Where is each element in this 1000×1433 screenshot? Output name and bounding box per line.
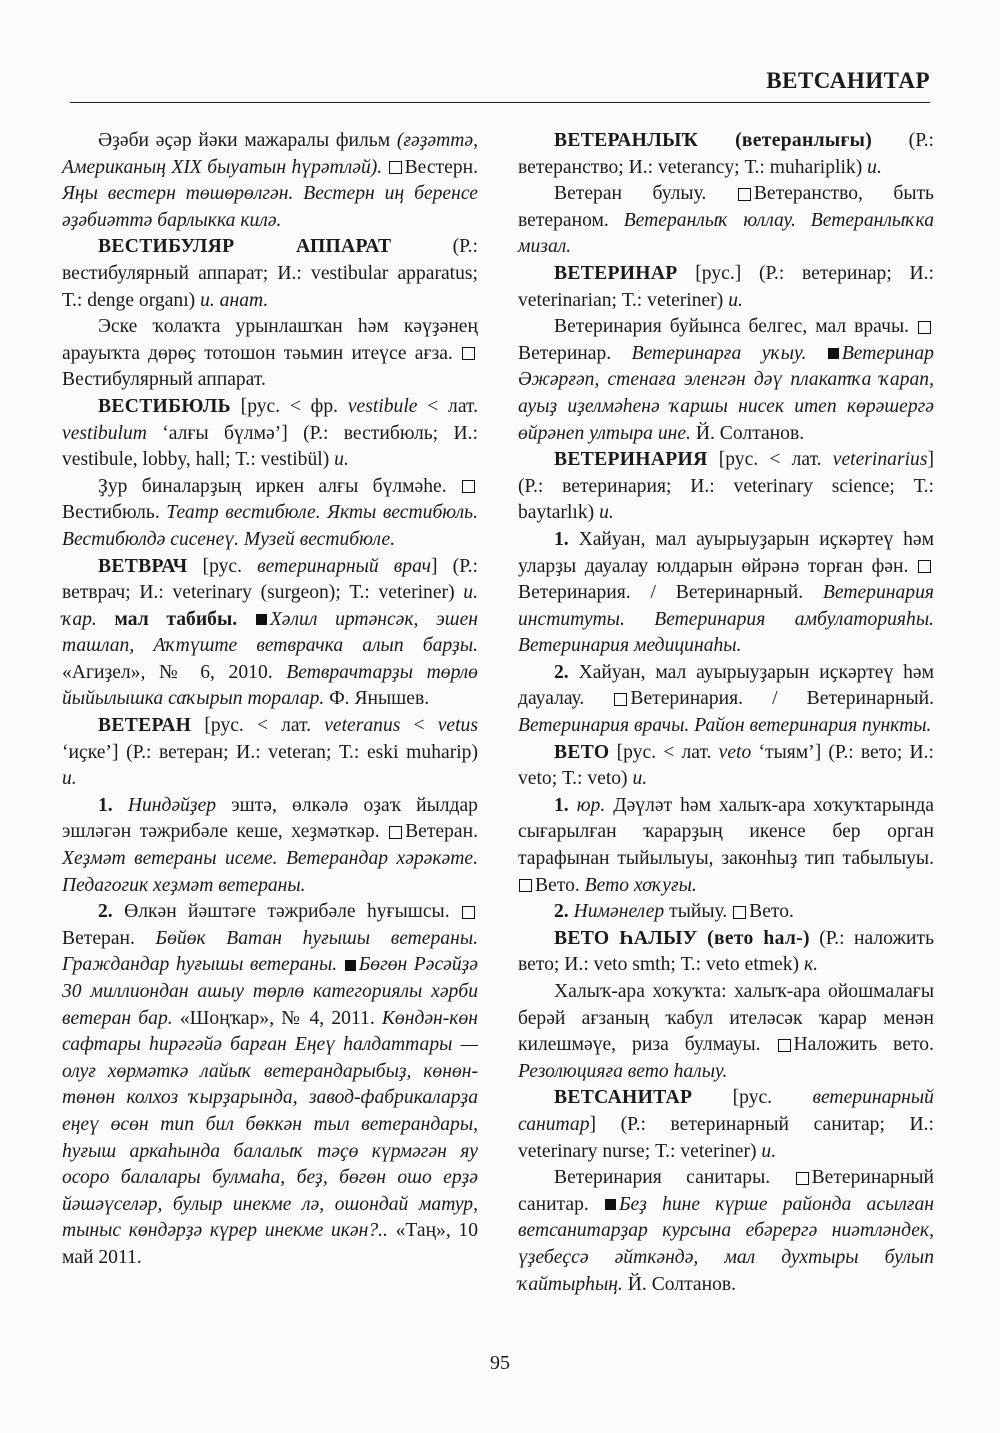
example-marker-icon xyxy=(256,614,267,625)
entry-vetvrach: ВЕТВРАЧ [рус. ветеринарный врач] (Р.: ветврач; И.: veterinary (surgeon); Т.: veteriner) и. ҡар. мал табибы. Хәлил иртәнсәк, эшен ташлап, Аҡтүште ветврачка алып барҙы. «Агиҙел», № 6, 2010. Ветврачтарҙы төрлө йыйылышка саҡырып торалар. Ф. Янышев. xyxy=(62,555,478,710)
headword: ВЕТО ҺАЛЫУ (вето һал-) xyxy=(554,927,810,949)
sense-2: 2. Хайуан, мал ауырыуҙарын иҫкәртеү һәм дауалау. Ветеринария. / Ветеринарный. Ветеринария врачы. Район ветеринария пункты. xyxy=(518,661,935,737)
right-column: ВЕТЕРАНЛЫҠ (ветеранлығы) (Р.: ветеранство; И.: veterancy; Т.: muhariplik) и. Ветеран булыу. Ветеранство, быть ветераном. Ветеранлыҡ юллау. Ветеранлыҡка мизал. ВЕТЕРИНАР [рус.] (Р.: ветеринар; И.: veterinarian; Т.: veteriner) и. Ветеринария буйынса белгес, мал врачы. Ветеринар. Ветеринарға уҡыу. Ветеринар Әжәрғәп, стенаға эленгән дәү плакатҡа ҡарап, ауыҙ иҙелмәһенә ҡаршы нисек итеп көрәшергә өйрәнеп ултыра ине. Й. Солтанов. ВЕТЕРИНАРИЯ [рус. < лат. veterinarius] (Р.: ветеринария; И.: veterinary science; Т.: baytarlık) и. 1. Хайуан, мал ауырыуҙарын иҫкәртеү һәм уларҙы дауалау юлдарын өйрәнә торған фән. Ветеринария. / Ветеринарный. Ветеринария институты. Ветеринария амбулаторияһы. Ветеринария медицинаһы. 2. Хайуан, мал ауырыуҙарын иҫкәртеү һәм дауалау. Ветеринария. / Ветеринарный. Ветеринария врачы. Район ветеринария пункты. ВЕТО [рус. < лат. veto ‘тыям’] (Р.: вето; И.: veto; Т.: veto) и. 1. юр. Дәүләт һәм халыҡ-ара хоҡуҡтарында сығарылған ҡарарҙың икенсе бер орган тарафынан тыйылыуы, законһыҙ тип табылыуы. Вето. Вето хоҡуғы. 2. Нимәнелер тыйыу. Вето. ВЕТО ҺАЛЫУ (вето һал-) (Р.: наложить вето; И.: veto smth; Т.: veto etmek) к. Халыҡ-ара хоҡуҡта: халыҡ-ара ойошмалағы берәй ағзаның ҡабул ителәсәк ҡарар менән килешмәүе, риза булмауы. Наложить вето. Резолюцияға вето һалыу. ВЕТСАНИТАР [рус. ветеринарный санитар] (Р.: ветеринарный санитар; И.: veterinary nurse; Т.: veteriner) и. Ветеринария санитары. Ветеринарный санитар. Беҙ һине күрше районда асылған ветсанитарҙар курсына ебәрергә ниәтләндек, үҙебеҫсә әйткәндә, мал духтыры булып ҡайтырһың. Й. Солтанов. xyxy=(518,130,935,1295)
headword: ВЕТЕРИНАРИЯ xyxy=(554,449,708,471)
left-column: Әҙәби әҫәр йәки мажаралы фильм (ғәҙәттә, Американың XIX быуатын һүрәтләй). Вестерн. Яңы вестерн төшөрөлгән. Вестерн иң беренсе әҙәбиәттә барлыкка килә. ВЕСТИБУЛЯР АППАРАТ (Р.: вестибулярный аппарат; И.: vestibular apparatus; Т.: denge organı) и. анат. Эске ҡолаҡта урынлашҡан һәм кәүҙәнең арауыҡта дөрөҫ тотошон тәьмин итеүсе ағза. Вестибулярный аппарат. ВЕСТИБЮЛЬ [рус. < фр. vestibule < лат. vestibulum ‘алғы бүлмә’] (Р.: вестибюль; И.: vestibule, lobby, hall; Т.: vestibül) и. Ҙур биналарҙың иркен алғы бүлмәһе. Вестибюль. Театр вестибюле. Якты вестибюль. Вестибюлдә сисенеү. Музей вестибюле. ВЕТВРАЧ [рус. ветеринарный врач] (Р.: ветврач; И.: veterinary (surgeon); Т.: veteriner) и. ҡар. мал табибы. Хәлил иртәнсәк, эшен ташлап, Аҡтүште ветврачка алып барҙы. «Агиҙел», № 6, 2010. Ветврачтарҙы төрлө йыйылышка саҡырып торалар. Ф. Янышев. ВЕТЕРАН [рус. < лат. veteranus < vetus ‘иҫке’] (Р.: ветеран; И.: veteran; Т.: eski muharip) и. 1. Ниндәйҙер эштә, өлкәлә оҙаҡ йылдар эшләгән тәжрибәле кеше, хеҙмәткәр. Ветеран. Хеҙмәт ветераны исеме. Ветерандар хәрәкәте. Педагогик хеҙмәт ветераны. 2. Өлкән йәштәге тәжрибәле һуғышсы. Ветеран. Бөйөк Ватан һуғышы ветераны. Граждандар һуғышы ветераны. Бөгөн Рәсәйҙә 30 миллиондан ашыу төрлө категориялы хәрби ветеран бар. «Шоңҡар», № 4, 2011. Көндән-көн сафтары һирәгәйә барған Еңеү һалдаттары — олуғ хөрмәткә лайыҡ ветерандарыбыҙ, көнөн-төнөн колхоз ҡырҙарында, завод-фабрикаларҙа еңеү өсөн тип бил бөккән тыл ветерандары, һуғыш аркаһында балалыҡ тәҫө күрмәгән яу осоро балалары булмаһа, беҙ, бөгөн ошо ерҙә йәшәүселәр, булыр инекме лә, ошондай матур, тыныс көндәрҙә күрер инекме икән?.. «Таң», 10 май 2011. xyxy=(62,128,478,1272)
entry-veterinar: ВЕТЕРИНАР [рус.] (Р.: ветеринар; И.: veterinarian; Т.: veteriner) и. xyxy=(518,262,934,311)
russian-equivalent-icon xyxy=(733,906,746,919)
russian-equivalent-icon xyxy=(738,188,751,201)
russian-equivalent-icon xyxy=(462,347,475,360)
entry-veteranlyk: ВЕТЕРАНЛЫҠ (ветеранлығы) (Р.: ветеранство; И.: veterancy; Т.: muhariplik) и. xyxy=(518,130,934,178)
entry-veteran: ВЕТЕРАН [рус. < лат. veteranus < vetus ‘иҫке’] (Р.: ветеран; И.: veteran; Т.: eski muharip) и. xyxy=(62,715,478,790)
page-number: 95 xyxy=(490,1352,510,1374)
russian-equivalent-icon xyxy=(462,480,475,493)
entry-vestibular-apparatus: ВЕСТИБУЛЯР АППАРАТ (Р.: вестибулярный аппарат; И.: vestibular apparatus; Т.: denge organı) и. анат. xyxy=(62,236,478,311)
sense-1: 1. юр. Дәүләт һәм халыҡ-ара хоҡуҡтарында сығарылған ҡарарҙың икенсе бер орган тарафынан тыйылыуы, законһыҙ тип табылыуы. Вето. Вето хоҡуғы. xyxy=(518,794,934,896)
russian-equivalent-icon xyxy=(389,161,402,174)
russian-equivalent-icon xyxy=(918,560,931,573)
sense-2: 2. Өлкән йәштәге тәжрибәле һуғышсы. Ветеран. Бөйөк Ватан һуғышы ветераны. Граждандар һуғышы ветераны. Бөгөн Рәсәйҙә 30 миллиондан ашыу төрлө категориялы хәрби ветеран бар. «Шоңҡар», № 4, 2011. Көндән-көн сафтары һирәгәйә барған Еңеү һалдаттары — олуғ хөрмәткә лайыҡ ветерандарыбыҙ, көнөн-төнөн колхоз ҡырҙарында, завод-фабрикаларҙа еңеү өсөн тип бил бөккән тыл ветерандары, һуғыш аркаһында балалыҡ тәҫө күрмәгән яу осоро балалары булмаһа, беҙ, бөгөн ошо ерҙә йәшәүселәр, булыр инекме лә, ошондай матур, тыныс көндәрҙә күрер инекме икән?.. «Таң», 10 май 2011. xyxy=(62,901,478,1268)
headword: ВЕТЕРИНАР xyxy=(554,262,678,284)
russian-equivalent-icon xyxy=(796,1172,809,1185)
running-head: ВЕТСАНИТАР xyxy=(766,68,930,93)
headword: ВЕТЕРАН xyxy=(98,715,192,737)
headword: ВЕСТИБУЛЯР АППАРАТ xyxy=(98,236,392,258)
sense-1: 1. Хайуан, мал ауырыуҙарын иҫкәртеү һәм уларҙы дауалау юлдарын өйрәнә торған фән. Ветеринария. / Ветеринарный. Ветеринария институты. Ветеринария амбулаторияһы. Ветеринария медицинаһы. xyxy=(518,528,934,657)
russian-equivalent-icon xyxy=(918,321,931,334)
russian-equivalent-icon xyxy=(462,906,475,919)
page-header xyxy=(70,58,930,103)
entry-vestern-continued: Әҙәби әҫәр йәки мажаралы фильм (ғәҙәттә, Американың XIX быуатын һүрәтләй). Вестерн. Яңы вестерн төшөрөлгән. Вестерн иң беренсе әҙәбиәттә барлыкка килә. xyxy=(62,130,478,231)
headword: ВЕТСАНИТАР xyxy=(554,1087,693,1109)
entry-vestibule: ВЕСТИБЮЛЬ [рус. < фр. vestibule < лат. vestibulum ‘алғы бүлмә’] (Р.: вестибюль; И.: vestibule, lobby, hall; Т.: vestibül) и. xyxy=(62,395,479,471)
russian-equivalent-icon xyxy=(778,1039,791,1052)
russian-equivalent-icon xyxy=(614,693,627,706)
headword: ВЕТО xyxy=(554,741,610,763)
entry-vetsanitar: ВЕТСАНИТАР [рус. ветеринарный санитар] (Р.: ветеринарный санитар; И.: veterinary nurse; Т.: veteriner) и. xyxy=(518,1087,934,1162)
headword: ВЕТВРАЧ xyxy=(98,555,188,577)
entry-veterinariya: ВЕТЕРИНАРИЯ [рус. < лат. veterinarius] (Р.: ветеринария; И.: veterinary science; Т.: baytarlık) и. xyxy=(518,449,934,524)
headword: ВЕТЕРАНЛЫҠ (ветеранлығы) xyxy=(554,130,873,151)
entry-veto: ВЕТО [рус. < лат. veto ‘тыям’] (Р.: вето; И.: veto; Т.: veto) и. xyxy=(518,741,934,790)
sense-1: 1. Ниндәйҙер эштә, өлкәлә оҙаҡ йылдар эшләгән тәжрибәле кеше, хеҙмәткәр. Ветеран. Хеҙмәт ветераны исеме. Ветерандар хәрәкәте. Педагогик хеҙмәт ветераны. xyxy=(62,794,478,896)
entry-veto-halyu: ВЕТО ҺАЛЫУ (вето һал-) (Р.: наложить вето; И.: veto smth; Т.: veto etmek) к. xyxy=(518,927,935,976)
example-marker-icon xyxy=(605,1199,616,1210)
sense-2: 2. Нимәнелер тыйыу. Вето. xyxy=(554,901,794,923)
example-marker-icon xyxy=(828,348,839,359)
headword: ВЕСТИБЮЛЬ xyxy=(98,395,231,417)
russian-equivalent-icon xyxy=(389,826,402,839)
example-marker-icon xyxy=(345,960,356,971)
russian-equivalent-icon xyxy=(519,879,532,892)
